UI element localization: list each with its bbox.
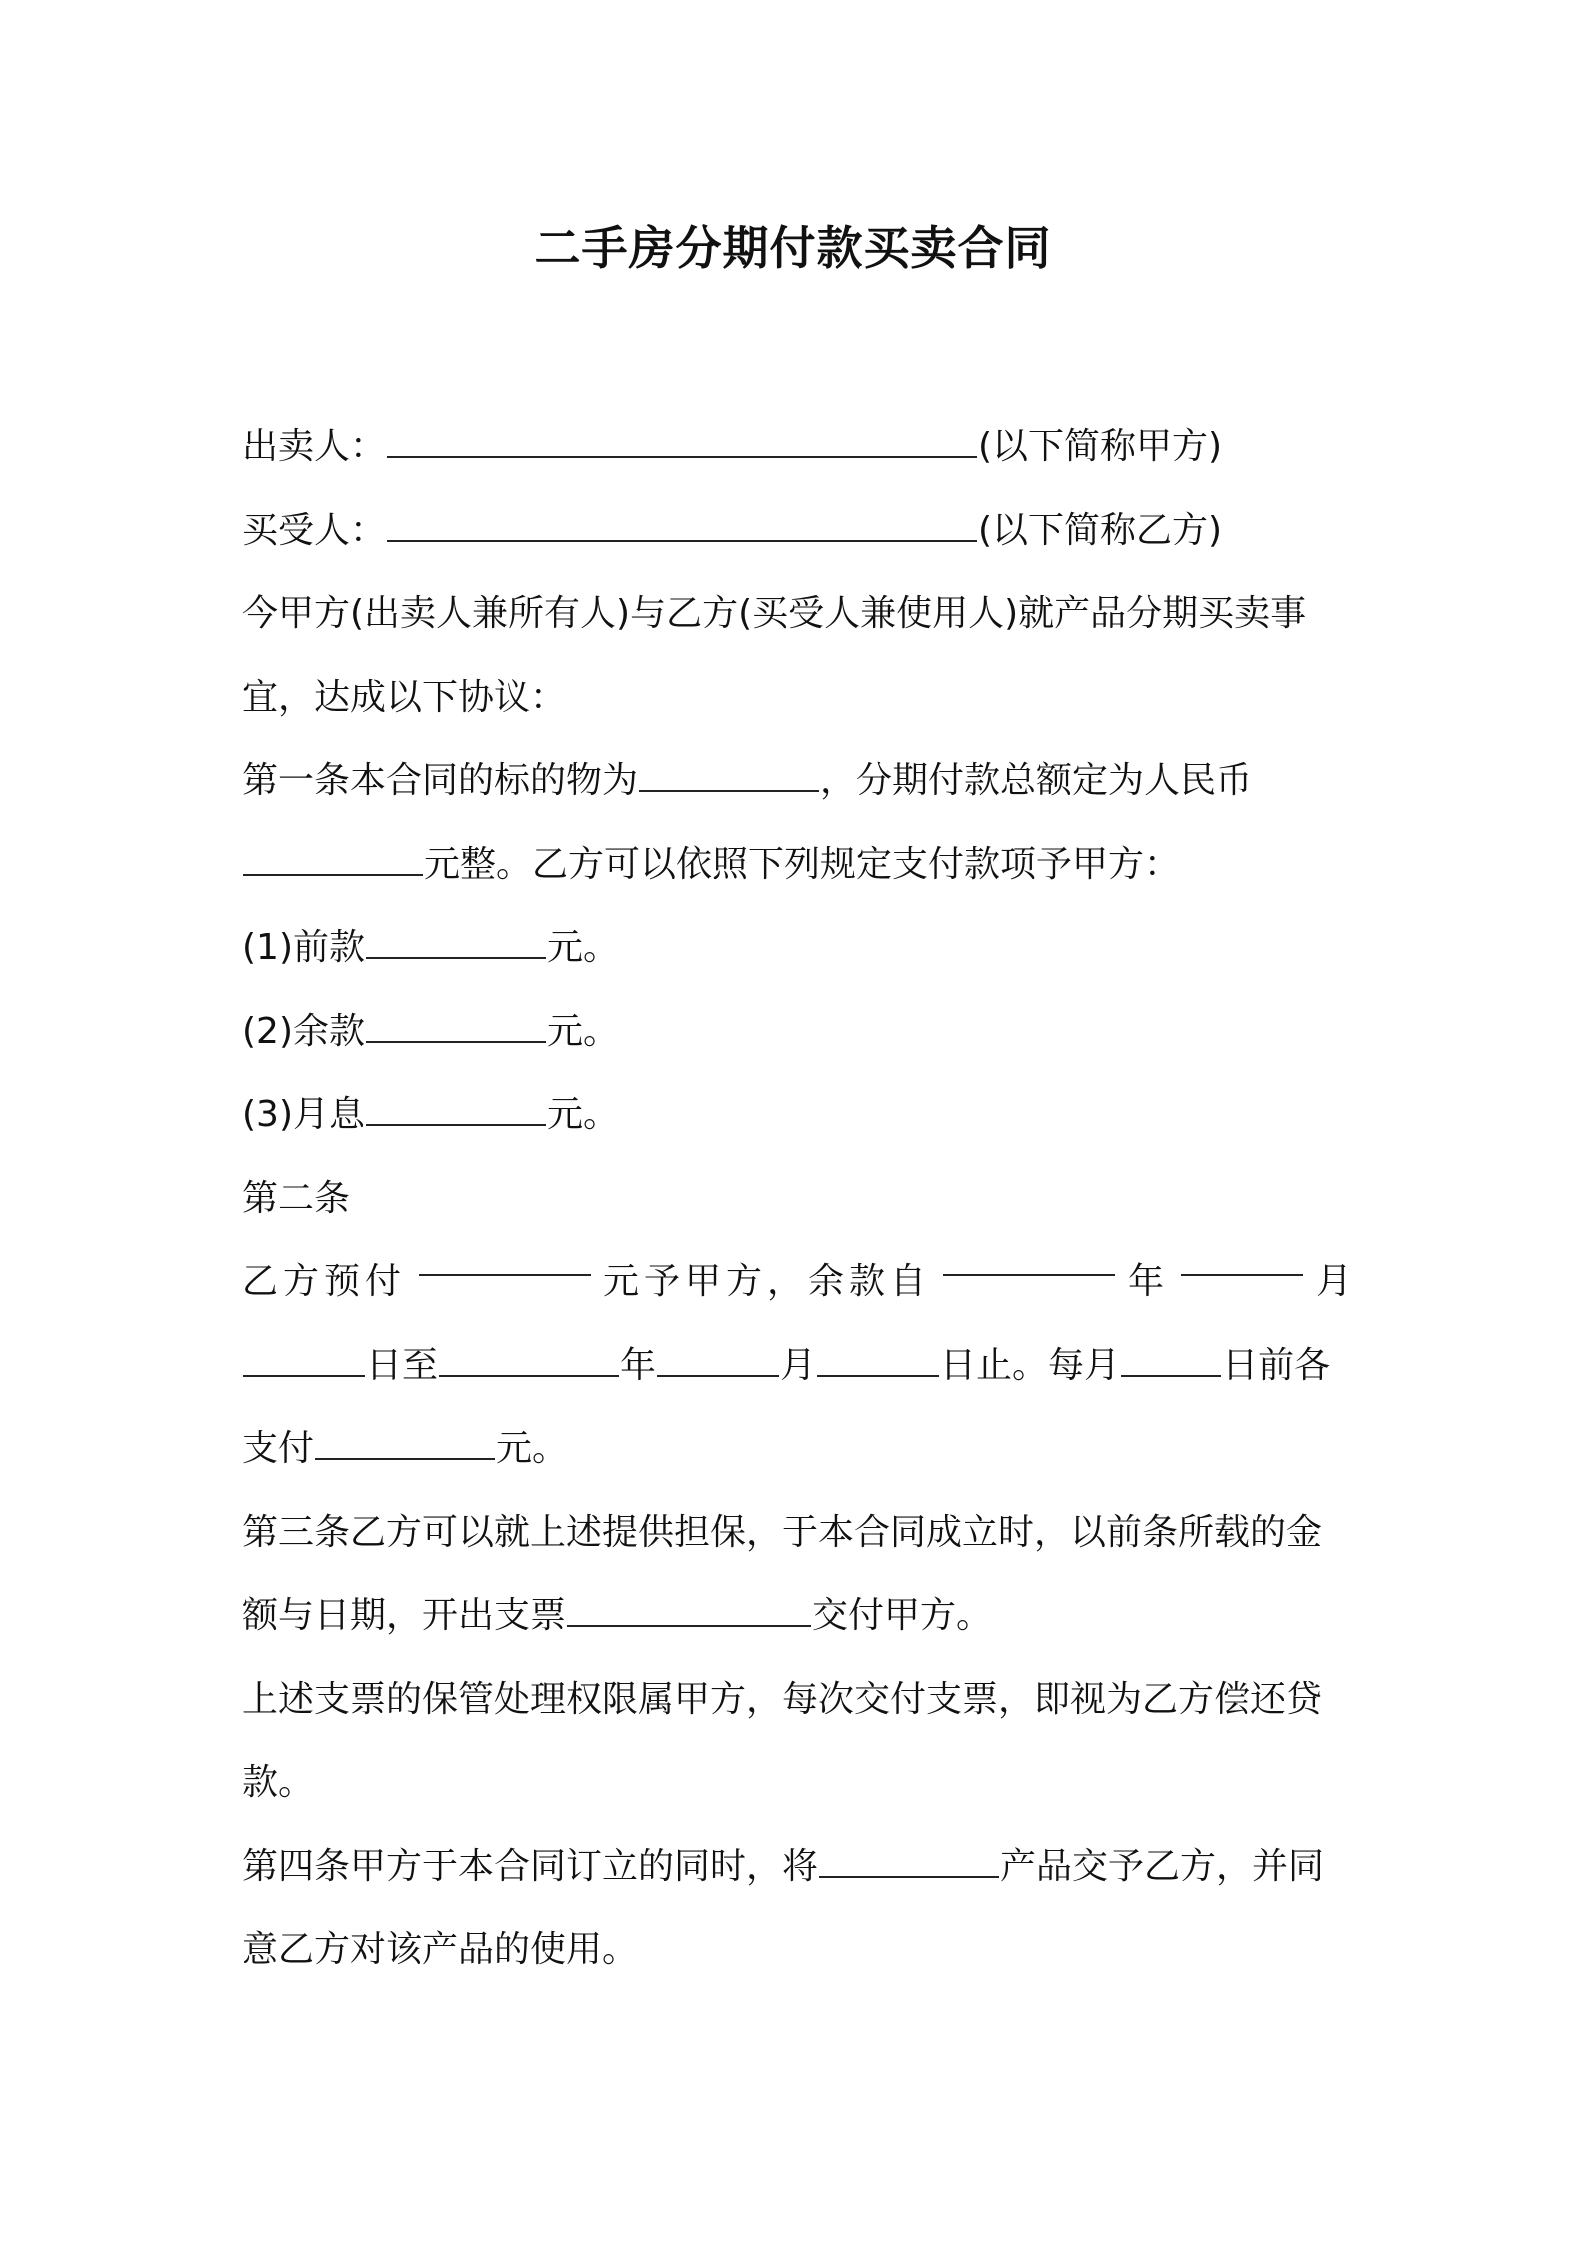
article2-text-h: 日止。每月 — [940, 1344, 1121, 1386]
item-unit: 元。 — [547, 927, 620, 968]
item-label: (1)前款 — [242, 927, 365, 968]
intro-line-1: 今甲方(出卖人兼所有人)与乙方(买受人兼使用人)就产品分期买卖事 — [242, 593, 1307, 634]
intro-line-2: 宜，达成以下协议： — [242, 676, 567, 718]
balance-blank[interactable] — [366, 1007, 546, 1043]
article3-line-3: 上述支票的保管处理权限属甲方，每次交付支票，即视为乙方偿还贷 — [242, 1678, 1323, 1720]
article2-text-j: 支付 — [242, 1428, 315, 1469]
item-label: (3)月息 — [242, 1094, 365, 1135]
installment-amount-blank[interactable] — [315, 1424, 495, 1460]
document-title: 二手房分期付款买卖合同 — [534, 221, 1052, 275]
article2-text-a: 乙方预付 — [242, 1261, 407, 1302]
cheque-blank[interactable] — [567, 1591, 811, 1627]
article1-text-1: 第一条本合同的标的物为 — [242, 760, 639, 801]
article4-text-a: 第四条甲方于本合同订立的同时，将 — [242, 1845, 819, 1887]
article2-text-f: 年 — [620, 1344, 657, 1386]
article4-text-b: 产品交予乙方，并同 — [1000, 1845, 1325, 1887]
buyer-suffix: (以下简称乙方) — [978, 509, 1223, 551]
article2-text-e: 日至 — [366, 1344, 439, 1386]
end-month-blank[interactable] — [657, 1341, 779, 1377]
buyer-name-blank[interactable] — [387, 506, 977, 542]
prepay-blank[interactable] — [419, 1240, 591, 1276]
product-blank[interactable] — [819, 1842, 999, 1878]
start-year-blank[interactable] — [943, 1240, 1115, 1276]
buyer-label: 买受人： — [242, 509, 387, 551]
article3-line-4: 款。 — [242, 1762, 315, 1803]
subject-matter-blank[interactable] — [639, 756, 819, 792]
item-unit: 元。 — [547, 1010, 620, 1052]
item-label: (2)余款 — [242, 1010, 365, 1052]
article2-text-g: 月 — [780, 1344, 817, 1386]
seller-label: 出卖人： — [242, 426, 387, 467]
seller-name-blank[interactable] — [387, 422, 977, 458]
article3-line-2 — [242, 1574, 1357, 1658]
article1-text-3: 元整。乙方可以依照下列规定支付款项予甲方： — [424, 843, 1181, 885]
article1-line-2 — [242, 823, 1357, 907]
article4-line-1 — [242, 1825, 1357, 1909]
article2-line-3 — [242, 1407, 1357, 1491]
contract-body — [242, 405, 1357, 1992]
article3-text-b: 交付甲方。 — [812, 1595, 993, 1636]
total-amount-blank[interactable] — [243, 840, 423, 876]
article3-text-a: 额与日期，开出支票 — [242, 1595, 567, 1636]
seller-line — [242, 405, 1357, 489]
buyer-line — [242, 489, 1357, 573]
article1-item-1 — [242, 906, 1357, 990]
end-year-blank[interactable] — [439, 1341, 619, 1377]
article2-heading: 第二条 — [242, 1177, 351, 1219]
monthly-day-blank[interactable] — [1121, 1341, 1221, 1377]
end-day-blank[interactable] — [817, 1341, 939, 1377]
article4-line-2: 意乙方对该产品的使用。 — [242, 1929, 639, 1970]
article2-text-b: 元予甲方，余款自 — [602, 1261, 931, 1302]
article2-text-k: 元。 — [496, 1428, 569, 1469]
article1-line-1 — [242, 739, 1357, 823]
item-unit: 元。 — [547, 1094, 620, 1135]
article2-line-2 — [242, 1324, 1357, 1408]
article1-item-3 — [242, 1073, 1357, 1157]
article2-text-c: 年 — [1127, 1261, 1169, 1302]
article2-line-1 — [242, 1240, 1357, 1324]
article1-text-2: ，分期付款总额定为人民币 — [820, 760, 1253, 801]
article3-line-1: 第三条乙方可以就上述提供担保，于本合同成立时，以前条所载的金 — [242, 1511, 1323, 1553]
down-payment-blank[interactable] — [366, 923, 546, 959]
article2-text-i: 日前各 — [1222, 1344, 1331, 1386]
start-day-blank[interactable] — [243, 1341, 365, 1377]
start-month-blank[interactable] — [1181, 1240, 1303, 1276]
seller-suffix: (以下简称甲方) — [978, 426, 1223, 467]
monthly-interest-blank[interactable] — [366, 1090, 546, 1126]
article1-item-2 — [242, 990, 1357, 1074]
article2-text-d: 月 — [1315, 1261, 1357, 1302]
